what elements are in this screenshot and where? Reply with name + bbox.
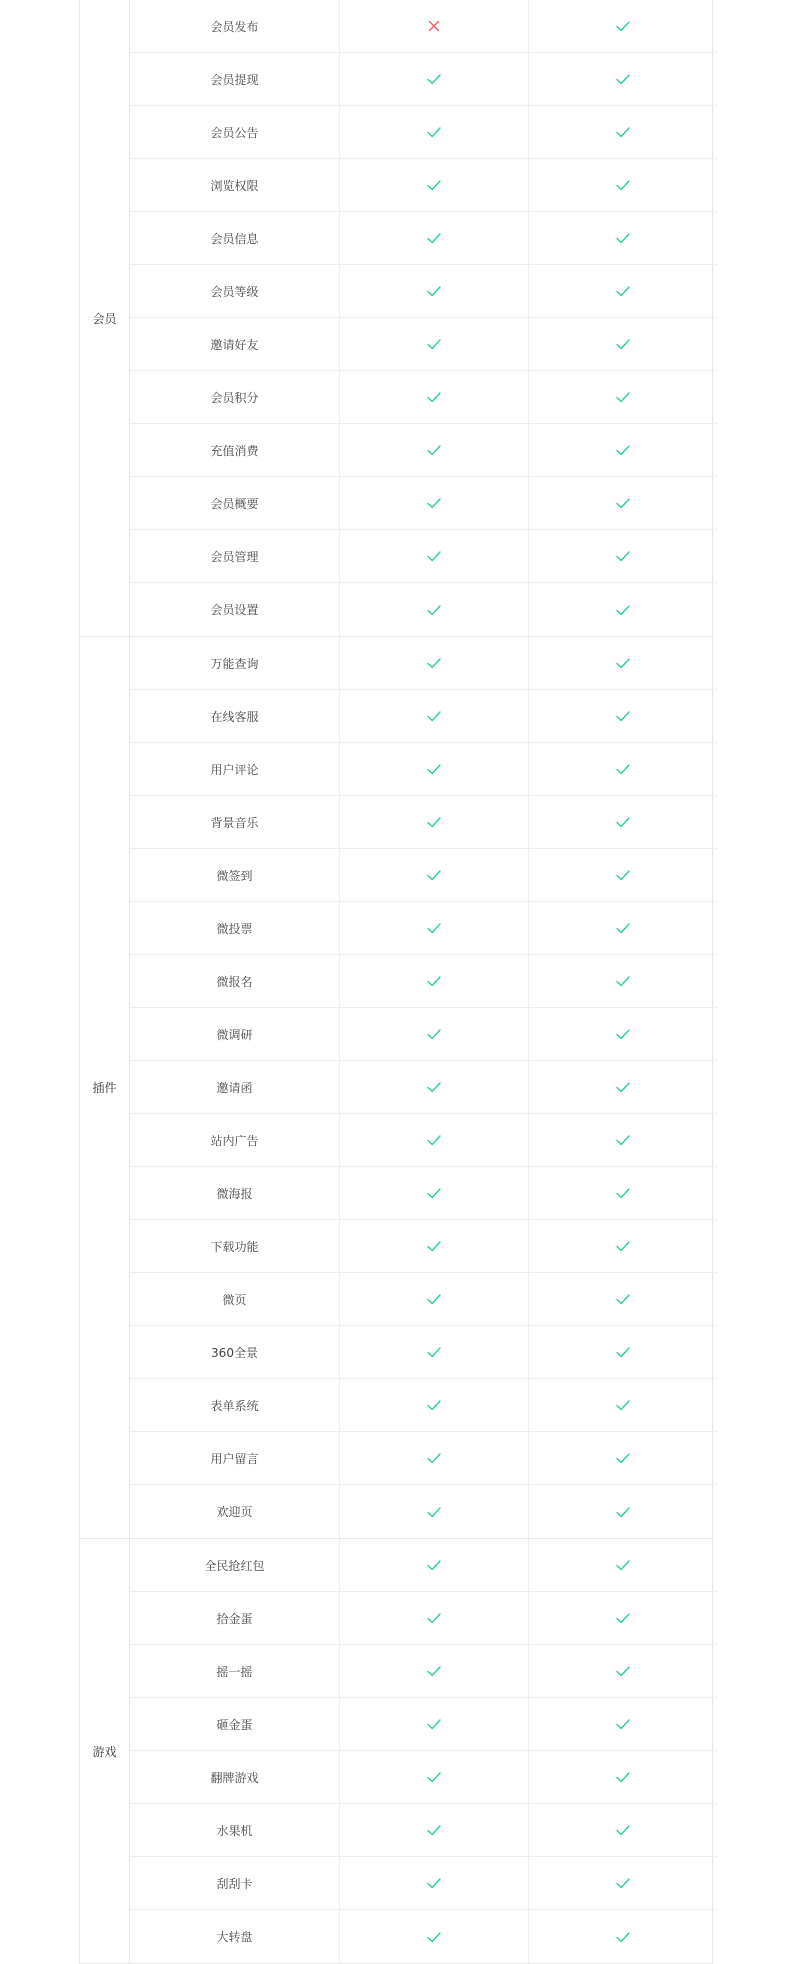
category-label: 会员 [80,0,130,636]
check-icon [529,1910,717,1963]
check-icon [340,1379,529,1431]
check-icon [529,1061,717,1113]
table-row [130,743,717,796]
feature-name: 邀请函 [130,1061,340,1113]
check-icon [529,637,717,689]
feature-name: 会员公告 [130,106,340,158]
check-icon [340,849,529,901]
feature-name: 站内广告 [130,1114,340,1166]
table-row [130,955,717,1008]
check-icon [340,902,529,954]
check-icon [340,1008,529,1060]
check-icon [340,1167,529,1219]
table-row [130,1061,717,1114]
check-icon [340,1539,529,1591]
table-group [79,637,713,1539]
feature-name: 360全景 [130,1326,340,1378]
check-icon [340,53,529,105]
category-label: 游戏 [80,1539,130,1963]
table-row [130,530,717,583]
table-row [130,53,717,106]
table-row [130,1326,717,1379]
check-icon [529,530,717,582]
feature-name: 会员管理 [130,530,340,582]
table-row [130,0,717,53]
check-icon [529,265,717,317]
feature-name: 欢迎页 [130,1485,340,1538]
feature-name: 用户留言 [130,1432,340,1484]
check-icon [529,53,717,105]
table-row [130,1220,717,1273]
feature-name: 会员设置 [130,583,340,636]
check-icon [340,424,529,476]
check-icon [529,159,717,211]
check-icon [529,477,717,529]
table-row [130,1432,717,1485]
feature-name: 万能查询 [130,637,340,689]
feature-name: 下载功能 [130,1220,340,1272]
table-row [130,1379,717,1432]
feature-name: 会员概要 [130,477,340,529]
table-row [130,371,717,424]
check-icon [340,796,529,848]
check-icon [529,106,717,158]
table-row [130,796,717,849]
feature-name: 充值消费 [130,424,340,476]
check-icon [529,424,717,476]
check-icon [340,265,529,317]
check-icon [340,1804,529,1856]
check-icon [529,1273,717,1325]
check-icon [340,477,529,529]
check-icon [340,637,529,689]
feature-name: 会员信息 [130,212,340,264]
check-icon [340,583,529,636]
check-icon [340,318,529,370]
check-icon [529,1645,717,1697]
check-icon [340,1698,529,1750]
check-icon [529,1485,717,1538]
table-row [130,1592,717,1645]
check-icon [529,1857,717,1909]
table-row [130,637,717,690]
check-icon [340,1114,529,1166]
check-icon [529,1539,717,1591]
check-icon [529,1114,717,1166]
table-row [130,159,717,212]
check-icon [340,955,529,1007]
check-icon [529,212,717,264]
check-icon [529,318,717,370]
check-icon [529,796,717,848]
feature-name: 在线客服 [130,690,340,742]
table-row [130,1857,717,1910]
feature-comparison-table [79,0,713,1964]
feature-name: 砸金蛋 [130,1698,340,1750]
check-icon [529,690,717,742]
check-icon [529,902,717,954]
feature-name: 刮刮卡 [130,1857,340,1909]
feature-name: 浏览权限 [130,159,340,211]
check-icon [340,1645,529,1697]
feature-name: 微海报 [130,1167,340,1219]
feature-name: 邀请好友 [130,318,340,370]
check-icon [529,1220,717,1272]
check-icon [529,849,717,901]
table-row [130,106,717,159]
check-icon [340,1273,529,1325]
table-row [130,1910,717,1963]
check-icon [340,1326,529,1378]
check-icon [340,106,529,158]
check-icon [529,1592,717,1644]
check-icon [340,1432,529,1484]
table-row [130,318,717,371]
feature-name: 会员等级 [130,265,340,317]
feature-name: 用户评论 [130,743,340,795]
feature-name: 拾金蛋 [130,1592,340,1644]
feature-name: 会员积分 [130,371,340,423]
check-icon [340,1061,529,1113]
category-label: 插件 [80,637,130,1538]
check-icon [529,1751,717,1803]
feature-name: 大转盘 [130,1910,340,1963]
check-icon [340,743,529,795]
check-icon [340,1220,529,1272]
check-icon [529,1008,717,1060]
check-icon [529,583,717,636]
check-icon [340,1857,529,1909]
feature-name: 摇一摇 [130,1645,340,1697]
check-icon [340,159,529,211]
check-icon [340,212,529,264]
feature-name: 微调研 [130,1008,340,1060]
check-icon [529,371,717,423]
table-row [130,690,717,743]
check-icon [340,1592,529,1644]
feature-name: 微投票 [130,902,340,954]
check-icon [340,371,529,423]
check-icon [340,1485,529,1538]
feature-name: 全民抢红包 [130,1539,340,1591]
feature-name: 会员发布 [130,0,340,52]
check-icon [340,1910,529,1963]
feature-name: 翻牌游戏 [130,1751,340,1803]
table-row [130,424,717,477]
check-icon [340,530,529,582]
feature-name: 背景音乐 [130,796,340,848]
feature-name: 微报名 [130,955,340,1007]
check-icon [340,1751,529,1803]
table-row [130,265,717,318]
check-icon [529,1167,717,1219]
feature-name: 微页 [130,1273,340,1325]
feature-name: 表单系统 [130,1379,340,1431]
check-icon [529,955,717,1007]
table-row [130,1751,717,1804]
check-icon [529,1804,717,1856]
table-row [130,212,717,265]
check-icon [529,1698,717,1750]
table-row [130,1645,717,1698]
table-row [130,1539,717,1592]
table-group [79,0,713,637]
table-row [130,1698,717,1751]
check-icon [529,1379,717,1431]
check-icon [529,1326,717,1378]
table-row [130,477,717,530]
cross-icon [340,0,529,52]
table-row [130,1273,717,1326]
check-icon [529,743,717,795]
table-row [130,583,717,636]
feature-name: 水果机 [130,1804,340,1856]
table-row [130,1485,717,1538]
table-row [130,849,717,902]
table-row [130,1114,717,1167]
table-row [130,902,717,955]
table-row [130,1008,717,1061]
feature-name: 微签到 [130,849,340,901]
table-row [130,1804,717,1857]
table-row [130,1167,717,1220]
feature-name: 会员提现 [130,53,340,105]
table-group [79,1539,713,1964]
check-icon [340,690,529,742]
check-icon [529,1432,717,1484]
check-icon [529,0,717,52]
